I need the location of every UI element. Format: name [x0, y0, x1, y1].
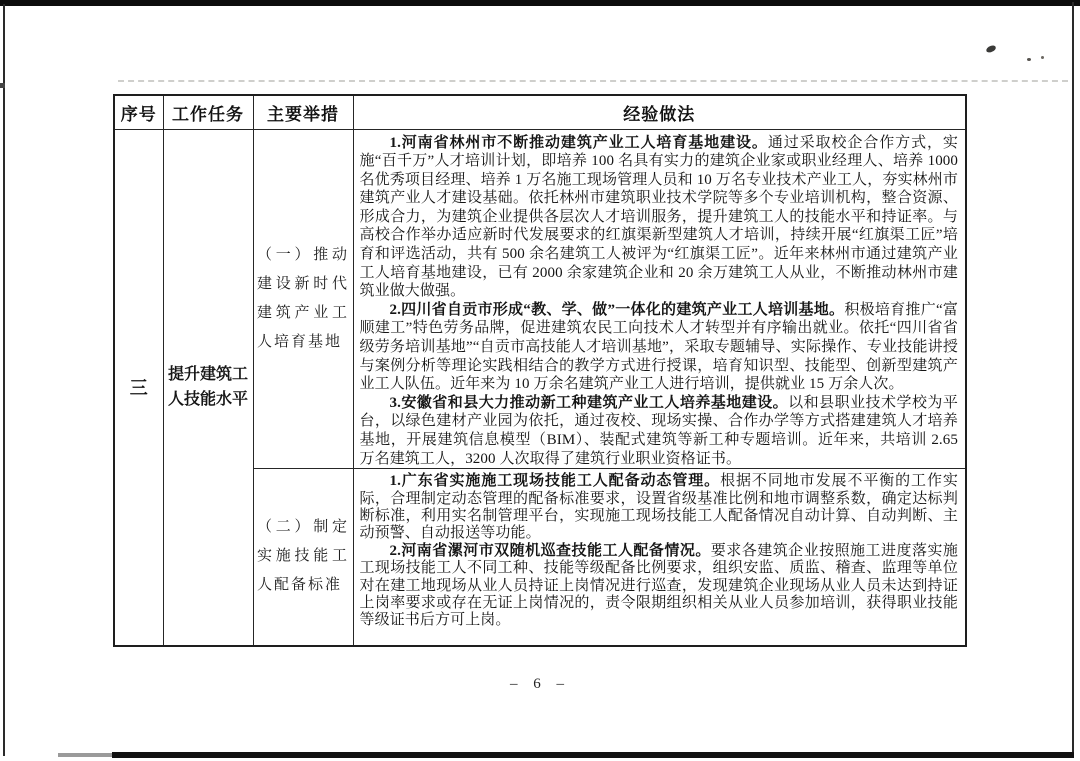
- practice-paragraph: [360, 473, 959, 543]
- practice-lead: 3.安徽省和县大力推动新工种建筑产业工人培养基地建设。: [389, 394, 789, 411]
- scan-ghost-line: [118, 80, 1068, 82]
- page-border-bottom-faint: [58, 753, 114, 757]
- practice-body: 通过采取校企合作方式，实施“百千万”人才培训计划，即培养 100 名具有实力的建筑企业家或职业经理人、培养 1000 名优秀项目经理、培养 1 万名施工现场管理人员和 10 万名专业技术产业工人，夯实林州市建筑产业人才建设基础。依托林州市建筑职业技术学院等多个专业培训机构，整合资源、形成合力，为建筑企业提供各层次人才培训服务，提升建筑工人的技能水平和持证率。与高校合作举办适应新时代发展要求的红旗渠新型建筑人才培训，持续开展“红旗渠工匠”培育和评选活动，共有 500 余名建筑工人被评为“红旗渠工匠”。近年来林州市通过建筑产业工人培育基地建设，已有 2000 余家建筑企业和 20 余万建筑工人从业，不断推动林州市建筑业做大做强。: [359, 134, 958, 300]
- practice-lead: 2.河南省漯河市双随机巡查技能工人配备情况。: [389, 542, 711, 559]
- scan-speck: [0, 83, 5, 88]
- practice-lead: 1.河南省林州市不断推动建筑产业工人培育基地建设。: [389, 134, 768, 151]
- practice-body: 积极培育推广“富顺建工”特色劳务品牌，促进建筑农民工向技术人才转型并有序输出就业。依托“四川省省级劳务培训基地”“自贡市高技能人才培训基地”，采取专题辅导、实际操作、专业技能讲授与案例分析等理论实践相结合的教学方式进行授课，培育知识型、技能型、创新型建筑产业工人队伍。近年来为 10 万余名建筑产业工人进行培训，提供就业 15 万余人次。: [359, 301, 958, 393]
- practice-body: 根据不同地市发展不平衡的工作实际，合理制定动态管理的配备标准要求，设置省级基准比例和地市调整系数，确定达标判断标准，利用实名制管理平台，实现施工现场技能工人配备情况自动计算、自动判断、主动预警、自动报送等功能。: [359, 473, 958, 542]
- practice-paragraph: [360, 394, 959, 468]
- measure-cell-1: [253, 129, 353, 469]
- measure-text-1: （一）推动建设新时代建筑产业工人培育基地: [257, 246, 349, 350]
- practice-paragraph: [360, 543, 959, 630]
- page-border-left: [3, 4, 5, 756]
- table-header-row: [114, 95, 966, 129]
- header-task: 工作任务: [163, 95, 253, 129]
- page-border-bottom: [112, 752, 1074, 758]
- header-practice: 经验做法: [353, 95, 966, 129]
- scan-speck: [985, 45, 996, 54]
- serial-number-cell: 三: [114, 129, 163, 646]
- practice-lead: 1.广东省实施施工现场技能工人配备动态管理。: [389, 473, 721, 490]
- scan-speck: [1027, 58, 1031, 61]
- page-border-right: [1072, 2, 1074, 757]
- measure-text-2: （二）制定实施技能工人配备标准: [257, 519, 349, 594]
- measure-cell-2: [253, 469, 353, 646]
- practice-paragraph: [360, 301, 959, 394]
- work-task-table: [113, 94, 967, 647]
- scan-speck: [1041, 56, 1044, 59]
- page-number: – 6 –: [510, 676, 570, 692]
- table-row-section-1: [114, 129, 966, 469]
- practice-body: 以和县职业技术学校为平台，以绿色建材产业园为依托，通过夜校、现场实操、合作办学等方式搭建建筑人才培养基地，开展建筑信息模型（BIM）、装配式建筑等新工种专题培训。近年来，共培训 2.65 万名建筑工人，3200 人次取得了建筑行业职业资格证书。: [359, 394, 959, 467]
- header-serial: 序号: [114, 95, 163, 129]
- page-border-top: [0, 0, 1080, 6]
- practice-body: 要求各建筑企业按照施工进度落实施工现场技能工人不同工种、技能等级配备比例要求，组织安监、质监、稽查、监理等单位对在建工地现场从业人员持证上岗情况进行巡查，发现建筑企业现场从业人员未达到持证上岗率要求或存在无证上岗情况的，责令限期组织相关从业人员参加培训，获得职业技能等级证书后方可上岗。: [359, 542, 958, 629]
- work-task-cell: 提升建筑工人技能水平: [163, 129, 253, 646]
- practice-paragraph: [360, 134, 959, 301]
- practices-cell-1: [353, 129, 966, 469]
- header-measure: 主要举措: [253, 95, 353, 129]
- practices-cell-2: [353, 469, 966, 646]
- practice-lead: 2.四川省自贡市形成“教、学、做”一体化的建筑产业工人培训基地。: [389, 301, 845, 318]
